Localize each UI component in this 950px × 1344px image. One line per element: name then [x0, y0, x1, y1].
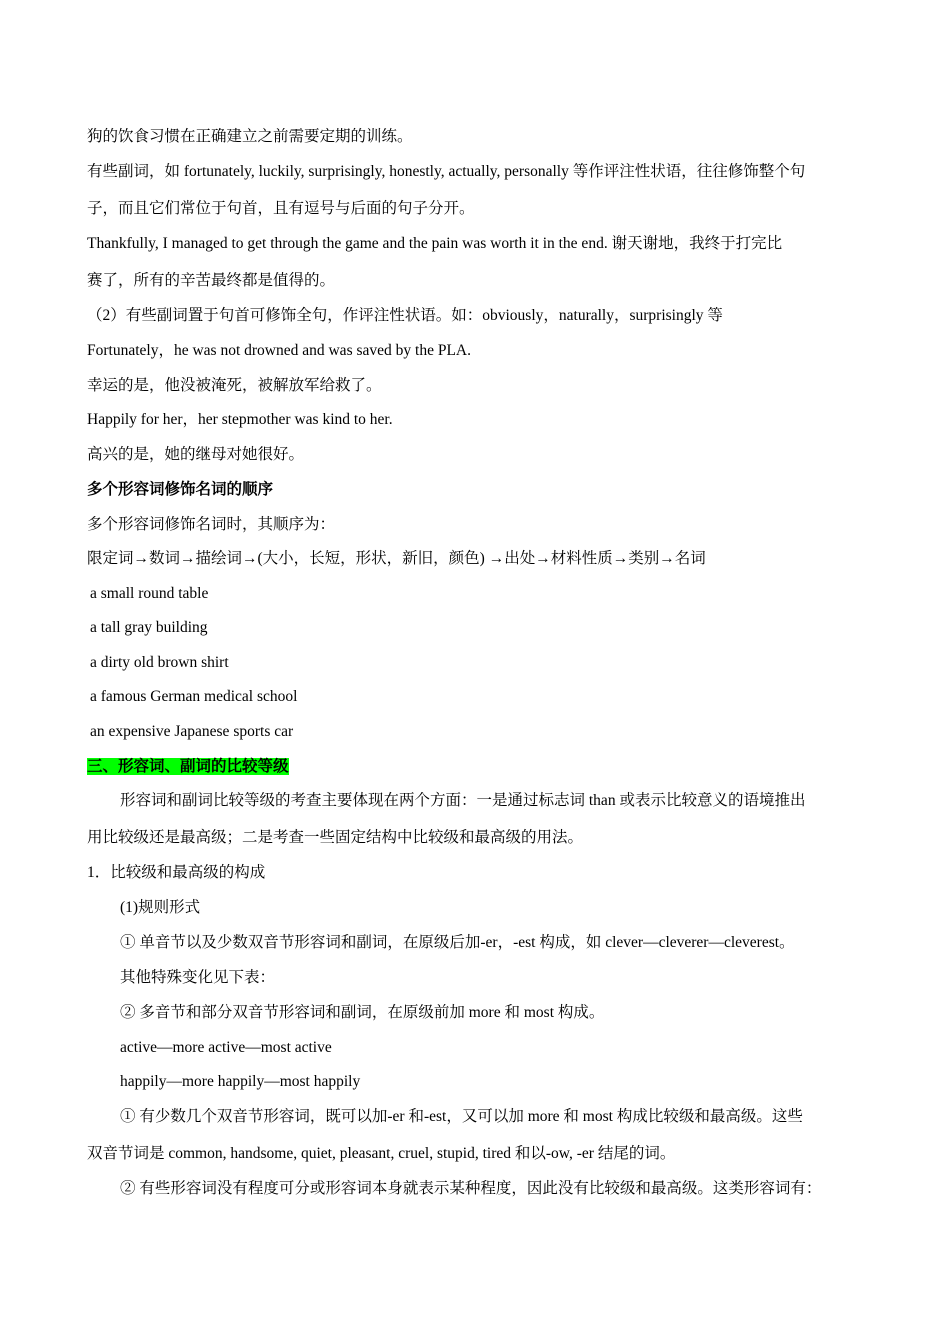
highlighted-section-title: 三、形容词、副词的比较等级 — [87, 758, 289, 775]
example-phrase: happily—more happily—most happily — [120, 1073, 361, 1090]
example-phrase: a famous German medical school — [90, 688, 298, 705]
text-line: Thankfully, I managed to get through the game and the pain was worth it in the end. 谢天谢地，我终于打完比 — [87, 235, 783, 252]
text-line: 幸运的是，他没被淹死，被解放军给救了。 — [87, 377, 382, 394]
text-line: 多个形容词修饰名词时，其顺序为： — [87, 516, 336, 533]
example-phrase: an expensive Japanese sports car — [90, 723, 294, 740]
text-line: ① 单音节以及少数双音节形容词和副词，在原级后加-er，-est 构成，如 clever—cleverer—cleverest。 — [120, 934, 795, 951]
text-line: 其他特殊变化见下表： — [120, 969, 276, 986]
numbered-heading: 1．比较级和最高级的构成 — [87, 864, 266, 881]
example-phrase: a dirty old brown shirt — [90, 654, 229, 671]
text-line: 双音节词是 common, handsome, quiet, pleasant, cruel, stupid, tired 和以-ow, -er 结尾的词。 — [87, 1145, 676, 1162]
text-line: ① 有少数几个双音节形容词，既可以加-er 和-est，又可以加 more 和 most 构成比较级和最高级。这些 — [120, 1108, 803, 1125]
text-line: 形容词和副词比较等级的考查主要体现在两个方面：一是通过标志词 than 或表示比较意义的语境推出 — [120, 792, 806, 809]
text-line: ② 有些形容词没有程度可分或形容词本身就表示某种程度，因此没有比较级和最高级。这类形容词有： — [120, 1180, 822, 1197]
text-line: Fortunately，he was not drowned and was saved by the PLA. — [87, 342, 471, 359]
text-line: 用比较级还是最高级；二是考查一些固定结构中比较级和最高级的用法。 — [87, 829, 584, 846]
example-phrase: active—more active—most active — [120, 1039, 332, 1056]
text-line: ② 多音节和部分双音节形容词和副词，在原级前加 more 和 most 构成。 — [120, 1004, 605, 1021]
text-line: (1)规则形式 — [120, 899, 201, 916]
text-line: Happily for her，her stepmother was kind to her. — [87, 411, 393, 428]
text-line: 有些副词，如 fortunately, luckily, surprisingly, honestly, actually, personally 等作评注性状语，往往修饰整个句 — [87, 163, 806, 180]
text-line: 子，而且它们常位于句首，且有逗号与后面的句子分开。 — [87, 200, 475, 217]
text-line: 高兴的是，她的继母对她很好。 — [87, 446, 305, 463]
example-phrase: a small round table — [90, 585, 209, 602]
text-line: 赛了，所有的辛苦最终都是值得的。 — [87, 272, 336, 289]
text-line: 狗的饮食习惯在正确建立之前需要定期的训练。 — [87, 128, 413, 145]
section-title-row — [87, 756, 877, 778]
section-heading: 多个形容词修饰名词的顺序 — [87, 481, 274, 498]
example-phrase: a tall gray building — [90, 619, 208, 636]
text-line: 限定词→数词→描绘词→(大小，长短，形状，新旧，颜色) →出处→材料性质→类别→名词 — [87, 550, 706, 567]
text-line: （2）有些副词置于句首可修饰全句，作评注性状语。如：obviously，naturally，surprisingly 等 — [87, 307, 723, 324]
